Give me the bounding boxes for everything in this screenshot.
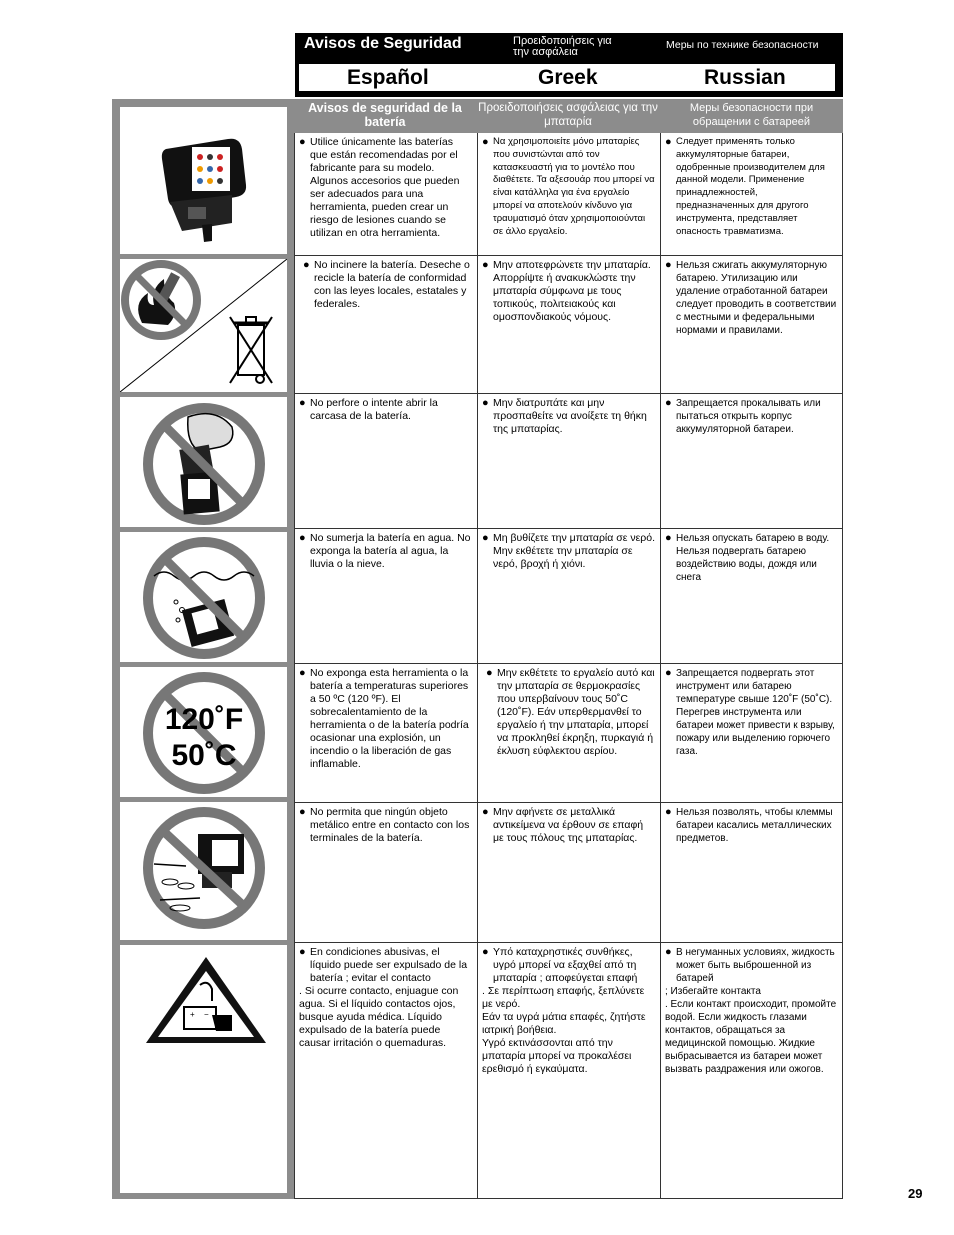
table-header-ru: Меры безопасности при обращении с батареей [689, 102, 814, 128]
bullet-icon: ● [299, 397, 306, 409]
language-label-es: Español [347, 66, 429, 89]
language-label-ru: Russian [704, 66, 786, 89]
table-header-gr: Προειδοποιήσεις ασφάλειας για την μπαταρία [478, 102, 658, 128]
row-text-ru: Нельзя опускать батарею в воду. Нельзя подвергать батарею воздействию воды, дождя или снега [676, 533, 830, 583]
row-text-ru-3: . Если контакт происходит, промойте водой. Если жидкость глазами контактов, обращаться за медицинской помощью. Жидкие выбрасывается из батареи может вызвать раздражения или ожогов. [665, 999, 837, 1075]
row-text-gr: Μην αφήνετε σε μεταλλικά αντικείμενα να έρθουν σε επαφή με τους πόλους της μπαταρίας. [493, 806, 644, 844]
bullet-icon: ● [482, 532, 489, 544]
warning-triangle-icon [146, 957, 266, 1043]
no-puncture-pictogram [120, 397, 287, 527]
table-row [294, 529, 843, 664]
bullet-icon: ● [299, 806, 306, 818]
no-water-pictogram [120, 532, 287, 662]
no-puncture-icon [148, 408, 260, 520]
row-text-ru: Запрещается прокалывать или пытаться открыть корпус аккумуляторной батареи. [676, 398, 821, 435]
bullet-icon: ● [482, 946, 489, 958]
row-text-gr: Να χρησιμοποιείτε μόνο μπαταρίες που συνιστώνται από τον κατασκευαστή για το μοντέλο που διαθέτετε. Τα αξεσουάρ που μπορεί να είναι κατάλληλα για ένα εργαλείο μπορεί να αποτελούν κίνδυνο για τραυματισμό όταν χρησιμοποιούνται σε άλλο εργαλείο. [493, 136, 655, 237]
row-text-gr: Μην εκθέτετε το εργαλείο αυτό και την μπαταρία σε θερμοκρασίες που υπερβαίνουν τους 50˚C (120˚F). Εάν υπερθερμανθεί το εργαλείο ή την μπαταρία, μπορεί να προκληθεί έκρηξη, πυρκαγιά ή έκλυση εύφλεκτου αερίου. [497, 667, 655, 757]
bullet-icon: ● [665, 136, 672, 148]
table-header [294, 99, 843, 133]
no-fire-icon [125, 264, 197, 336]
row-text-es-2: . Si ocurre contacto, enjuague con agua. Si el líquido contactos ojos, busque ayuda médica. Líquido expulsado de la batería puede causar irritación o quemaduras. [299, 985, 459, 1049]
row-text-gr-2: . Σε περίπτωση επαφής, ξεπλύνετε με νερό. [482, 985, 645, 1010]
table-row [294, 664, 843, 803]
language-label-gr: Greek [538, 66, 598, 89]
temperature-pictogram [120, 667, 287, 797]
row-text-ru: Нельзя сжигать аккумуляторную батарею. Утилизацию или удаление отработанной батареи следует проводить в соответствии с местными и федеральными нормами и правилами. [676, 260, 837, 336]
no-metal-contact-icon [148, 812, 260, 924]
row-text-gr-1: Υπό καταχρηστικές συνθήκες, υγρό μπορεί να εξαχθεί από τη μπαταρία ; αποφεύγεται επαφή [493, 946, 638, 984]
table-row [294, 394, 843, 529]
corrosive-warning-pictogram [120, 945, 287, 1193]
no-metal-contact-pictogram [120, 802, 287, 940]
bullet-icon: ● [299, 136, 306, 148]
row-text-gr: Μην διατρυπάτε και μην προσπαθείτε να ανοίξετε τη θήκη της μπαταρίας. [493, 397, 647, 435]
bullet-icon: ● [299, 667, 306, 679]
row-text-es: No perfore o intente abrir la carcasa de la batería. [310, 397, 438, 422]
language-header [295, 33, 843, 97]
header-title-ru: Меры по технике безопасности [666, 39, 819, 51]
table-row [294, 803, 843, 943]
page-number: 29 [908, 1186, 923, 1201]
svg-text:+: + [190, 1010, 195, 1019]
row-text-es: No incinere la batería. Deseche o recicle la batería de conformidad con las leyes locales, estatales y federales. [314, 259, 470, 310]
row-text-es: No exponga esta herramienta o la batería a temperaturas superiores a 50 ºC (120 ºF). El sobrecalentamiento de la herramienta o de la batería podría ocasionar una explosión, un incendio o la liberación de gas inflamable. [310, 667, 469, 770]
row-text-gr-3: Εάν τα υγρά μάτια επαφές, ζητήστε ιατρική βοήθεια. [482, 1011, 646, 1036]
table-row [294, 943, 843, 1199]
svg-text:−: − [204, 1010, 209, 1019]
bullet-icon: ● [665, 397, 672, 409]
temp-celsius-label: 50˚C [171, 739, 237, 772]
row-text-es: Utilice únicamente las baterías que están recomendadas por el fabricante para su modelo. Algunos accesorios que pueden ser adecuados para una herramienta, pueden crear un riesgo de lesiones cuando se utilizan en otra herramienta. [310, 136, 460, 239]
pictogram-column [112, 99, 294, 1199]
crossed-bin-icon [230, 317, 272, 383]
row-text-ru-1: В негуманных условиях, жидкость может быть выброшенной из батарей [676, 947, 835, 984]
bullet-icon: ● [303, 259, 310, 271]
bullet-icon: ● [482, 259, 489, 271]
temp-fahrenheit-label: 120˚F [164, 703, 244, 736]
row-text-ru: Запрещается подвергать этот инструмент или батарею температуре свыше 120˚F (50˚C). Перегрев инструмента или батареи может привести к взрыву, пожару или выделению горючего газа. [676, 668, 835, 757]
row-text-gr: Μην αποτεφρώνετε την μπαταρία. Απορρίψτε ή ανακυκλώστε την μπαταρία σύμφωνα με τους τοπικούς, πολιτειακούς και ομοσπονδιακούς νόμους. [493, 259, 651, 323]
bullet-icon: ● [665, 946, 672, 958]
bullet-icon: ● [665, 667, 672, 679]
row-text-es-1: En condiciones abusivas, el líquido puede ser expulsado de la batería ; evitar el contacto [310, 946, 468, 984]
row-text-gr-4: Υγρό εκτινάσσονται από την μπαταρία μπορεί να προκαλέσει ερεθισμό ή εγκαύματα. [482, 1037, 632, 1075]
row-text-es: No permita que ningún objeto metálico entre en contacto con los terminales de la batería. [310, 806, 470, 844]
row-text-gr: Μη βυθίζετε την μπαταρία σε νερό. Μην εκθέτετε την μπαταρία σε νερό, βροχή ή χιόνι. [493, 532, 655, 570]
row-text-es: No sumerja la batería en agua. No exponga la batería al agua, la lluvia o la nieve. [310, 532, 471, 570]
bullet-icon: ● [665, 259, 672, 271]
header-title-gr: Προειδοποιήσεις για την ασφάλεια [513, 35, 612, 58]
safety-table [294, 99, 843, 1199]
table-row [294, 133, 843, 256]
bullet-icon: ● [486, 667, 493, 679]
battery-icon [162, 139, 246, 242]
bullet-icon: ● [299, 946, 306, 958]
bullet-icon: ● [665, 806, 672, 818]
header-title-es: Avisos de Seguridad [304, 35, 462, 52]
bullet-icon: ● [482, 806, 489, 818]
row-text-ru-2: ; Избегайте контакта [665, 986, 761, 997]
battery-pictogram [120, 107, 287, 254]
bullet-icon: ● [482, 136, 489, 148]
no-water-icon [148, 542, 260, 654]
bullet-icon: ● [299, 532, 306, 544]
bullet-icon: ● [665, 532, 672, 544]
table-header-es: Avisos de seguridad de la batería [308, 101, 462, 129]
row-text-ru: Следует применять только аккумуляторные батареи, одобренные производителем для данной модели. Применение принадлежностей, предназначенных для другого инструмента, представляет опасность травматизма. [676, 136, 825, 237]
bullet-icon: ● [482, 397, 489, 409]
table-row [294, 256, 843, 394]
row-text-ru: Нельзя позволять, чтобы клеммы батареи касались металлических предметов. [676, 807, 833, 844]
no-fire-recycle-pictogram [120, 259, 287, 392]
